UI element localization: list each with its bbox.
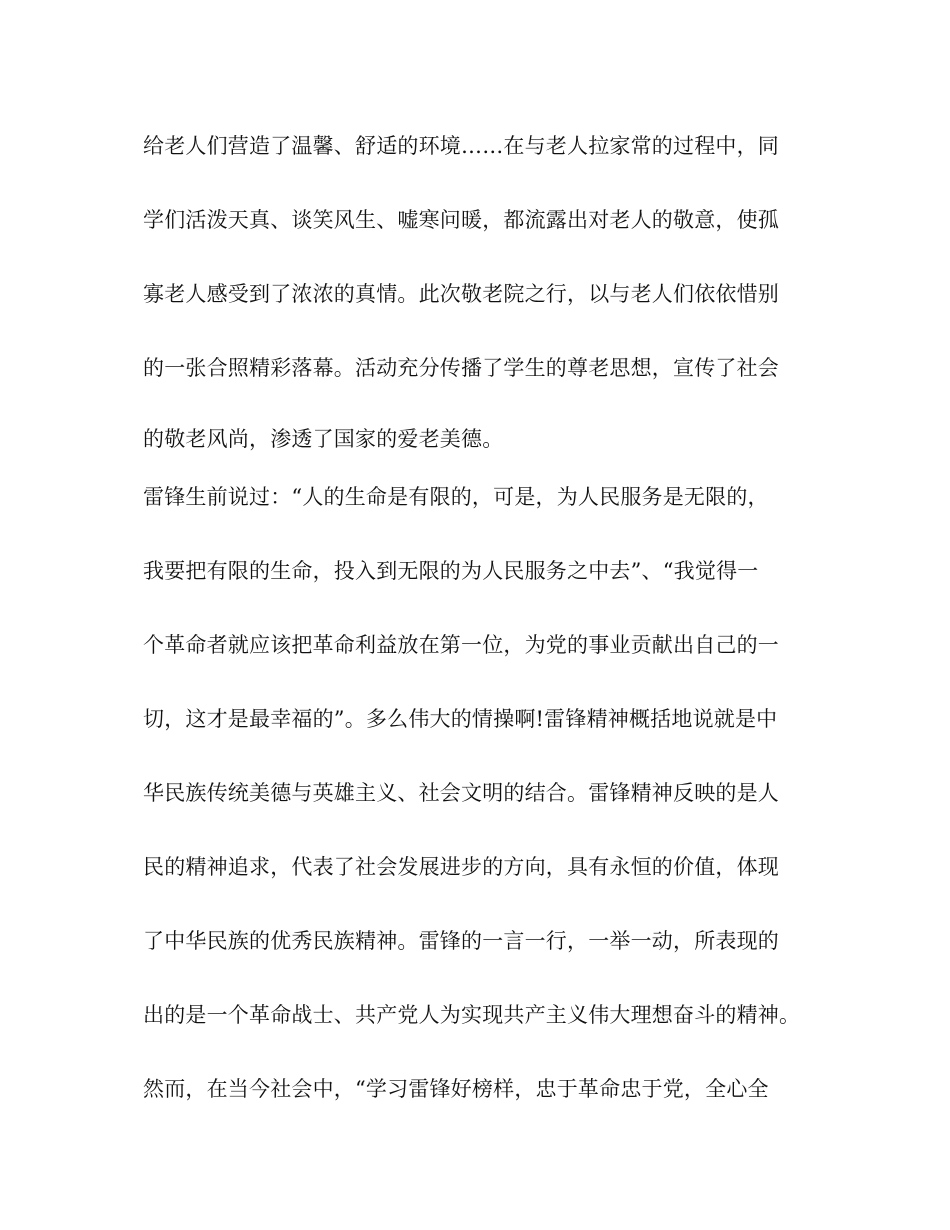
text-line: 寡老人感受到了浓浓的真情。此次敬老院之行，以与老人们依依惜别 bbox=[143, 282, 779, 306]
text-line: 的敬老风尚，渗透了国家的爱老美德。 bbox=[143, 427, 504, 451]
text-line: 我要把有限的生命，投入到无限的为人民服务之中去”、“我觉得一 bbox=[143, 559, 759, 583]
text-line: 民的精神追求，代表了社会发展进步的方向，具有永恒的价值，体现 bbox=[143, 855, 779, 879]
text-line: 然而，在当今社会中，“学习雷锋好榜样，忠于革命忠于党，全心全 bbox=[143, 1077, 769, 1101]
text-line: 切，这才是最幸福的”。多么伟大的情操啊!雷锋精神概括地说就是中 bbox=[143, 707, 778, 731]
text-line: 华民族传统美德与英雄主义、社会文明的结合。雷锋精神反映的是人 bbox=[143, 781, 779, 805]
text-line: 雷锋生前说过：“人的生命是有限的，可是，为人民服务是无限的， bbox=[143, 485, 769, 509]
text-line: 的一张合照精彩落幕。活动充分传播了学生的尊老思想，宣传了社会 bbox=[143, 356, 779, 380]
text-line: 学们活泼天真、谈笑风生、嘘寒问暖，都流露出对老人的敬意，使孤 bbox=[143, 208, 779, 232]
text-line: 给老人们营造了温馨、舒适的环境……在与老人拉家常的过程中，同 bbox=[143, 134, 779, 158]
text-line: 了中华民族的优秀民族精神。雷锋的一言一行，一举一动，所表现的 bbox=[143, 929, 779, 953]
text-line: 出的是一个革命战士、共产党人为实现共产主义伟大理想奋斗的精神。 bbox=[143, 1003, 801, 1027]
text-line: 个革命者就应该把革命利益放在第一位，为党的事业贡献出自己的一 bbox=[143, 633, 779, 657]
